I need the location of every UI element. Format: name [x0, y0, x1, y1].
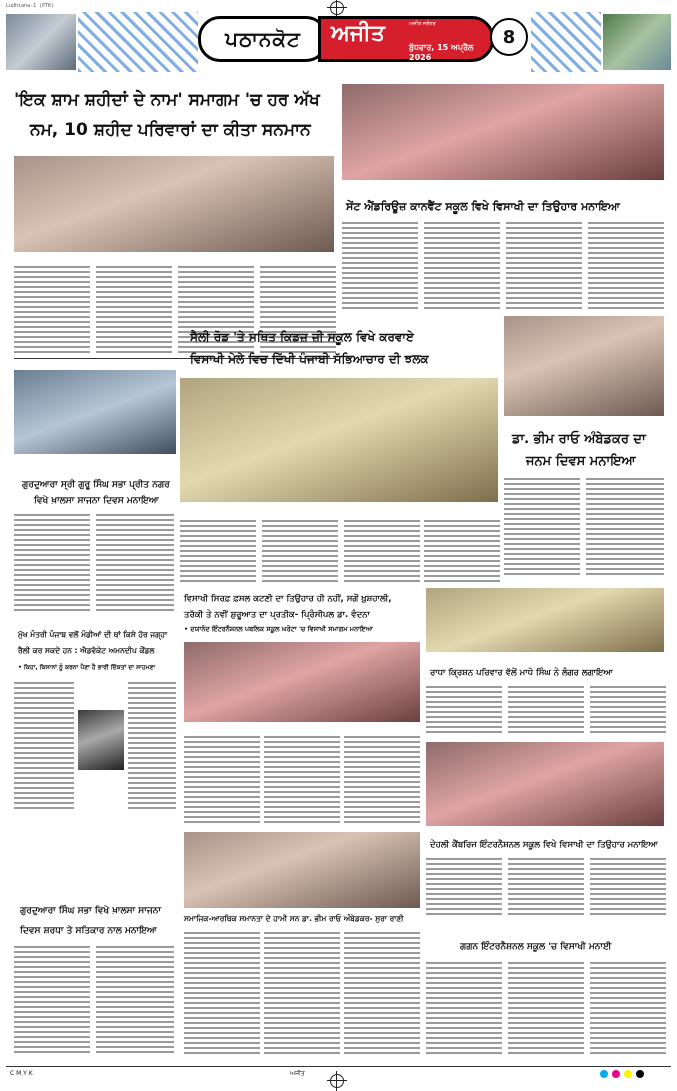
vaisakhi-headline-1: ਵਿਸਾਖੀ ਸਿਰਫ਼ ਫ਼ਸਲ ਕਟਣੀ ਦਾ ਤਿਉਹਾਰ ਹੀ ਨਹੀਂ, ਸਗੋਂ ਖ਼ੁਸ਼ਹਾਲੀ,: [184, 594, 392, 604]
gagan-headline: ਗਗਨ ਇੰਟਰਨੈਸ਼ਨਲ ਸਕੂਲ 'ਚ ਵਿਸਾਖੀ ਮਨਾਈ: [460, 942, 612, 952]
yellow-swatch: [624, 1070, 632, 1078]
gurdwara-photo: [14, 370, 176, 454]
masthead-date: ਬੁੱਧਵਾਰ, 15 ਅਪ੍ਰੈਲ 2026: [409, 43, 474, 62]
gagan-body-col-3: [590, 962, 666, 1060]
main-body-col-1: [14, 266, 90, 356]
ambedkar-photo: [504, 316, 664, 416]
samajik-body-col-2: [264, 932, 340, 1060]
delhi-cambridge-photo: [426, 742, 664, 826]
masthead-pattern-right: [531, 12, 601, 72]
ambedkar-body-col-2: [586, 478, 664, 578]
samajik-body-col-1: [184, 932, 260, 1060]
main-headline-2: ਨਮ, 10 ਸ਼ਹੀਦ ਪਰਿਵਾਰਾਂ ਦਾ ਕੀਤਾ ਸਨਮਾਨ: [30, 120, 311, 140]
registration-mark-bottom: [330, 1074, 344, 1088]
radha-body-col-1: [426, 686, 502, 736]
advocate-portrait: [78, 710, 124, 770]
left-mid-headline-1: ਮੁੱਖ ਮੰਤਰੀ ਪੰਜਾਬ ਵਲੋਂ ਮੰਡੀਆਂ ਦੀ ਥਾਂ ਕਿਸੇ ਹੋਰ ਜਗ੍ਹਾ: [18, 630, 168, 639]
masthead-sub: ਅਜੀਤ ਜਲੰਧਰ: [409, 21, 436, 27]
cyan-swatch: [600, 1070, 608, 1078]
mid-body-col-1: [184, 736, 260, 828]
vaisakhi-caption: [184, 724, 420, 732]
footer-rule: [6, 1066, 671, 1067]
gurdwara-body-col-1: [14, 514, 90, 614]
gagan-body-col-2: [508, 962, 584, 1060]
saint-andrews-headline: ਸੇਂਟ ਐਂਡਰਿਊਜ਼ ਕਾਨਵੈਂਟ ਸਕੂਲ ਵਿਖੇ ਵਿਸਾਖੀ ਦਾ ਤਿਉਹਾਰ ਮਨਾਇਆ: [346, 200, 620, 213]
kids-school-caption: [180, 506, 498, 516]
print-meta: Ludhiana-1 (PTK): [6, 3, 55, 9]
kids-school-headline-1: ਸੈਲੀ ਰੋਡ 'ਤੇ ਸਥਿਤ ਕਿਡਜ਼ ਜ਼ੀ ਸਕੂਲ ਵਿਖੇ ਕਰਵਾਏ: [190, 330, 414, 344]
saint-andrews-body-col-2: [424, 222, 500, 312]
radha-body-col-2: [508, 686, 584, 736]
samajik-body-col-3: [344, 932, 420, 1060]
left-mid-body-col-1: [14, 682, 74, 812]
saint-andrews-photo: [342, 84, 664, 180]
samajik-photo: [184, 832, 420, 908]
masthead-city: ਪਠਾਨਕੋਟ: [198, 16, 328, 62]
ambedkar-headline-2: ਜਨਮ ਦਿਵਸ ਮਨਾਇਆ: [526, 454, 636, 469]
gurdwara-b-body-col-2: [96, 946, 174, 1060]
saint-andrews-caption: [342, 182, 664, 194]
ambedkar-headline-1: ਡਾ. ਭੀਮ ਰਾਓ ਅੰਬੇਡਕਰ ਦਾ: [512, 432, 646, 447]
gurdwara-caption: [14, 458, 176, 472]
left-mid-headline-3: • ਕਿਹਾ, ਕਿਸਾਨਾਂ ਨੂੰ ਕਰਨਾ ਪੈਣਾ ਹੈ ਭਾਰੀ ਦਿੱਕਤਾਂ ਦਾ ਸਾਹਮਣਾ: [18, 664, 156, 671]
masthead-brand: ਅਜੀਤ: [331, 21, 385, 46]
vaisakhi-headline-2: ਤਰੱਕੀ ਤੇ ਨਵੀਂ ਸ਼ੁਰੂਆਤ ਦਾ ਪ੍ਰਤੀਕ- ਪ੍ਰਿੰਸੀਪਲ ਡਾ. ਵੰਦਨਾ: [184, 610, 370, 620]
main-headline-1: 'ਇਕ ਸ਼ਾਮ ਸ਼ਹੀਦਾਂ ਦੇ ਨਾਮ' ਸਮਾਗਮ 'ਚ ਹਰ ਅੱਖ: [14, 90, 320, 110]
delhi-body-col-1: [426, 858, 502, 920]
radha-krishan-headline: ਰਾਧਾ ਕ੍ਰਿਸ਼ਨ ਪਰਿਵਾਰ ਵੱਲੋਂ ਮਾਧੋ ਸਿੰਘ ਨੇ ਲੰਗਰ ਲਗਾਇਆ: [430, 668, 613, 678]
masthead-pattern-left: [78, 12, 198, 72]
kids-school-photo: [180, 378, 498, 502]
black-swatch: [636, 1070, 644, 1078]
mid-body-col-2: [264, 736, 340, 828]
footer-cmyk: C M Y K: [10, 1070, 33, 1077]
page-number: 8: [490, 18, 528, 56]
gurdwara-headline-2: ਵਿਖੇ ਖ਼ਾਲਸਾ ਸਾਜਨਾ ਦਿਵਸ ਮਨਾਇਆ: [34, 496, 159, 506]
radha-body-col-3: [590, 686, 666, 736]
vaisakhi-headline-3: • ਦਯਾਨੰਦ ਇੰਟਰਨੈਸ਼ਨਲ ਪਬਲਿਕ ਸਕੂਲ ਘਰੋਟਾ 'ਚ ਵਿਸਾਖੀ ਸਮਾਗਮ ਮਨਾਇਆ: [184, 625, 373, 633]
magenta-swatch: [612, 1070, 620, 1078]
mid-body-col-3: [344, 736, 420, 828]
masthead-photo-left: [6, 14, 76, 70]
main-photo-caption: [14, 254, 334, 262]
delhi-cambridge-headline: ਦੇਹਲੀ ਕੈਂਬਰਿਜ ਇੰਟਰਨੈਸ਼ਨਲ ਸਕੂਲ ਵਿਖੇ ਵਿਸਾਖੀ ਦਾ ਤਿਉਹਾਰ ਮਨਾਇਆ: [430, 840, 658, 850]
left-mid-body-col-2: [128, 682, 176, 812]
gurdwara-headline-1: ਗੁਰਦੁਆਰਾ ਸ੍ਰੀ ਗੁਰੂ ਸਿੰਘ ਸਭਾ ਪ੍ਰੀਤ ਨਗਰ: [22, 480, 170, 490]
saint-andrews-body-col-3: [506, 222, 582, 312]
left-mid-headline-2: ਰੈਲੀ ਕਰ ਸਕਦੇ ਹਨ : ਐਡਵੋਕੇਟ ਅਮਨਦੀਪ ਕੌਂਡਲ: [18, 646, 155, 655]
delhi-cambridge-caption: [426, 828, 664, 836]
samajik-headline: ਸਮਾਜਿਕ-ਆਰਥਿਕ ਸਮਾਨਤਾ ਦੇ ਹਾਮੀ ਸਨ ਡਾ. ਭੀਮ ਰਾਓ ਅੰਬੇਡਕਰ- ਸੁਰਾ ਰਾਣੀ: [184, 914, 404, 923]
main-body-col-2: [96, 266, 172, 356]
delhi-body-col-2: [508, 858, 584, 920]
vaisakhi-right-caption: [426, 654, 664, 662]
footer-mid: ਅਜੀਤ: [290, 1070, 305, 1077]
ambedkar-body-col-1: [504, 478, 580, 578]
main-photo: [14, 156, 334, 252]
kids-body-col-1: [180, 520, 256, 586]
kids-body-col-4: [424, 520, 500, 586]
gurdwara-body-col-2: [96, 514, 174, 614]
kids-body-col-2: [262, 520, 338, 586]
saint-andrews-body-col-4: [588, 222, 664, 312]
gurdwara-b-headline-1: ਗੁਰਦੁਆਰਾ ਸਿੰਘ ਸਭਾ ਵਿਖੇ ਖ਼ਾਲਸਾ ਸਾਜਨਾ: [20, 906, 161, 916]
kids-school-headline-2: ਵਿਸਾਖੀ ਮੇਲੇ ਵਿਚ ਦਿੱਖੀ ਪੰਜਾਬੀ ਸੱਭਿਆਚਾਰ ਦੀ ਝਲਕ: [190, 352, 429, 366]
gagan-body-col-1: [426, 962, 502, 1060]
saint-andrews-body-col-1: [342, 222, 418, 312]
vaisakhi-photo-right: [426, 588, 664, 652]
masthead-brand-block: [318, 16, 494, 62]
ambedkar-caption: [504, 418, 664, 426]
masthead-photo-right: [603, 14, 671, 70]
vaisakhi-photo: [184, 642, 420, 722]
gurdwara-b-body-col-1: [14, 946, 90, 1060]
kids-body-col-3: [344, 520, 420, 586]
delhi-body-col-3: [590, 858, 666, 920]
gurdwara-b-headline-2: ਦਿਵਸ ਸ਼ਰਧਾ ਤੇ ਸਤਿਕਾਰ ਨਾਲ ਮਨਾਇਆ: [20, 926, 157, 936]
